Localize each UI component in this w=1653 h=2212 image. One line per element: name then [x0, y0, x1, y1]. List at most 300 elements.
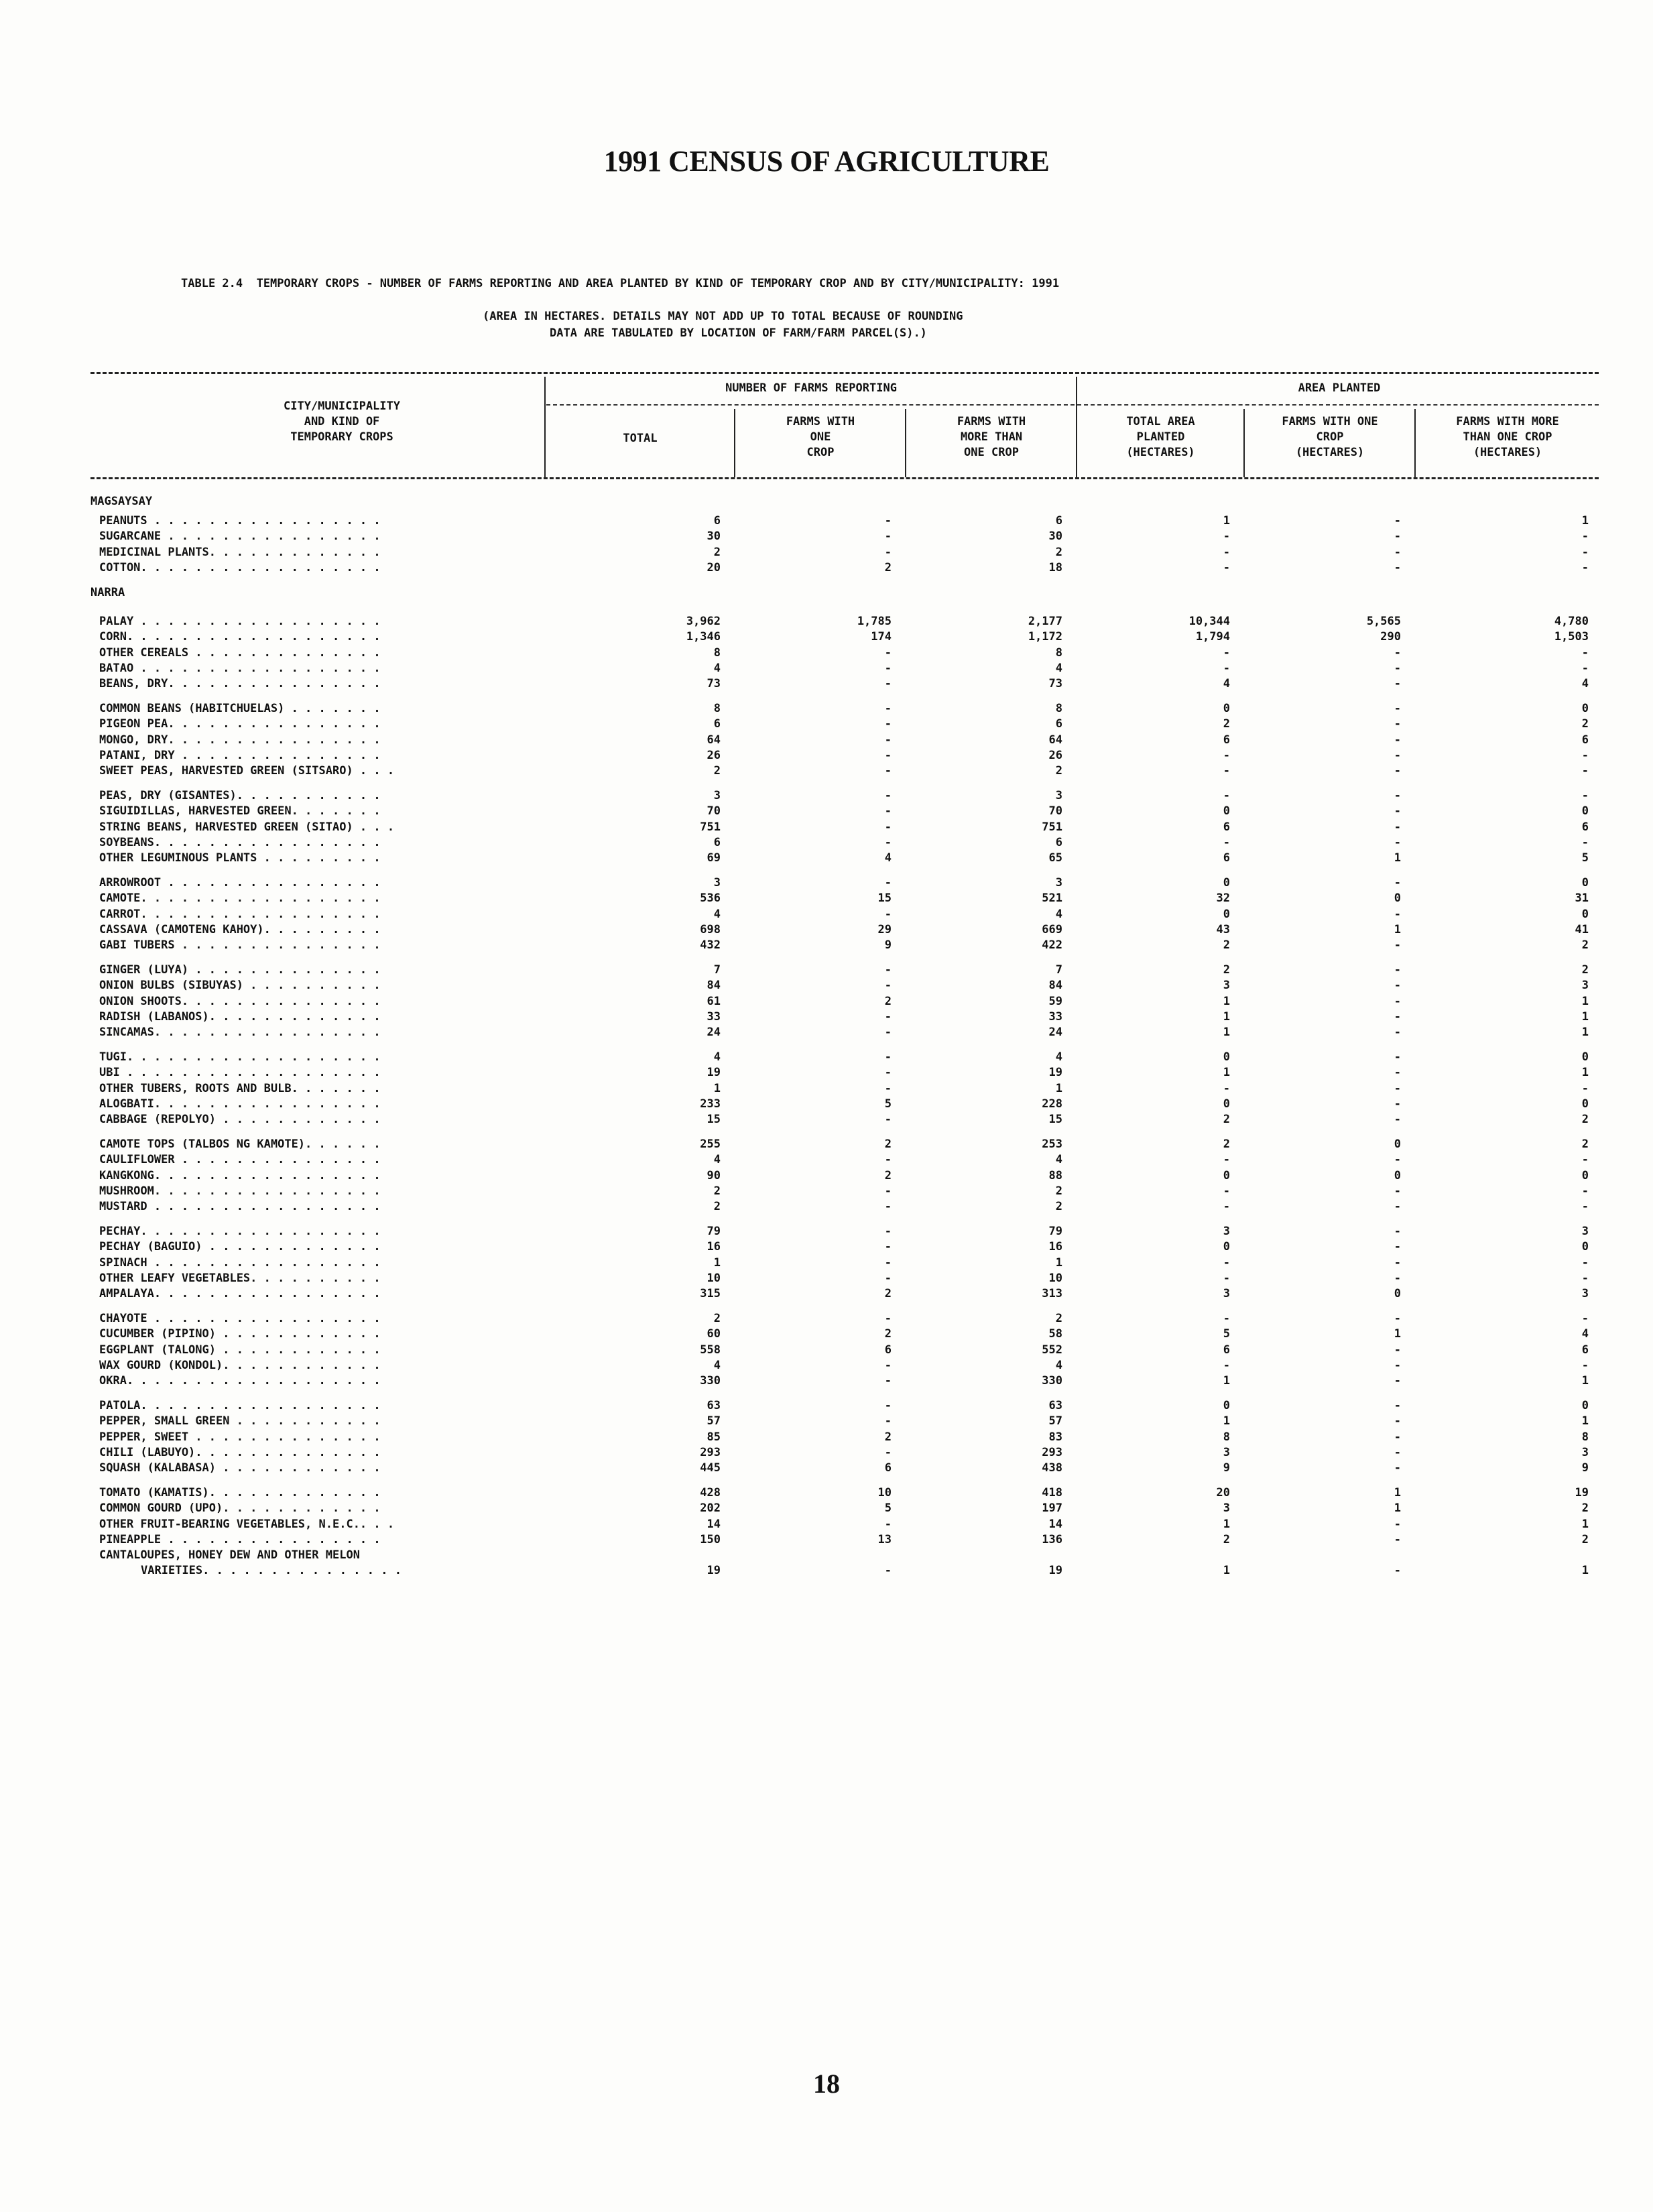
- cell-value: -: [1223, 561, 1230, 574]
- cell-value: 14: [1048, 1518, 1062, 1531]
- crop-name: MONGO, DRY. . . . . . . . . . . . . . . .: [99, 733, 381, 747]
- cell-value: 69: [707, 851, 721, 865]
- cell-value: -: [1394, 1374, 1401, 1388]
- cell-value: -: [1394, 530, 1401, 543]
- cell-value: 1,794: [1195, 630, 1230, 643]
- cell-value: -: [1394, 514, 1401, 528]
- cell-value: 428: [700, 1486, 721, 1499]
- crop-name: GINGER (LUYA) . . . . . . . . . . . . . .: [99, 963, 381, 977]
- cell-value: -: [1394, 1414, 1401, 1428]
- cell-value: 4: [713, 908, 721, 921]
- cell-value: 4: [1055, 908, 1062, 921]
- crop-name: PEANUTS . . . . . . . . . . . . . . . . .: [99, 514, 381, 528]
- table-row: [0, 677, 1653, 690]
- cell-value: 6: [1223, 851, 1230, 865]
- cell-value: 4: [1055, 1153, 1062, 1166]
- cell-value: -: [884, 646, 892, 660]
- cell-value: -: [1394, 1050, 1401, 1064]
- crop-name: CUCUMBER (PIPINO) . . . . . . . . . . . .: [99, 1327, 381, 1341]
- table-row: [0, 1446, 1653, 1459]
- crop-name: OTHER CEREALS . . . . . . . . . . . . . .: [99, 646, 381, 660]
- cell-value: 19: [1048, 1066, 1062, 1079]
- crop-name: EGGPLANT (TALONG) . . . . . . . . . . . .: [99, 1343, 381, 1357]
- cell-value: -: [884, 820, 892, 834]
- cell-value: -: [884, 1184, 892, 1198]
- table-row: [0, 1414, 1653, 1428]
- cell-value: 1: [1223, 1564, 1230, 1577]
- cell-value: 65: [1048, 851, 1062, 865]
- table-row: [0, 789, 1653, 802]
- cell-value: 751: [700, 820, 721, 834]
- table-row: [0, 1548, 1653, 1562]
- table-row: [0, 561, 1653, 574]
- cell-value: 1: [1394, 1501, 1401, 1515]
- cell-value: 2: [1055, 546, 1062, 559]
- cell-value: 3: [713, 789, 721, 802]
- table-row: [0, 1010, 1653, 1024]
- cell-value: 20: [1216, 1486, 1230, 1499]
- cell-value: 255: [700, 1138, 721, 1151]
- column-divider: [1414, 409, 1416, 477]
- crop-name: PEPPER, SWEET . . . . . . . . . . . . . .: [99, 1430, 381, 1444]
- cell-value: -: [1394, 733, 1401, 747]
- cell-value: -: [884, 1010, 892, 1024]
- cell-value: 0: [1223, 1240, 1230, 1253]
- cell-value: -: [1394, 662, 1401, 675]
- cell-value: 19: [1048, 1564, 1062, 1577]
- cell-value: -: [1581, 1256, 1589, 1270]
- cell-value: 1: [1223, 1066, 1230, 1079]
- cell-value: -: [1394, 1240, 1401, 1253]
- cell-value: 313: [1042, 1287, 1062, 1300]
- cell-value: 4: [1581, 677, 1589, 690]
- cell-value: -: [1581, 1153, 1589, 1166]
- cell-value: 1,503: [1554, 630, 1589, 643]
- cell-value: 0: [1223, 1169, 1230, 1182]
- cell-value: 6: [1223, 1343, 1230, 1357]
- cell-value: 5: [1581, 851, 1589, 865]
- table-row: [0, 514, 1653, 528]
- cell-value: 79: [707, 1225, 721, 1238]
- cell-value: 84: [1048, 979, 1062, 992]
- crop-name: COMMON BEANS (HABITCHUELAS) . . . . . . .: [99, 702, 381, 715]
- cell-value: -: [1394, 908, 1401, 921]
- cell-value: -: [1581, 1184, 1589, 1198]
- cell-value: -: [884, 1359, 892, 1372]
- municipality-name: MAGSAYSAY: [90, 495, 153, 508]
- cell-value: 0: [1581, 908, 1589, 921]
- cell-value: 422: [1042, 938, 1062, 952]
- crop-name: CANTALOUPES, HONEY DEW AND OTHER MELON: [99, 1548, 360, 1562]
- cell-value: 6: [1223, 820, 1230, 834]
- cell-value: -: [884, 1153, 892, 1166]
- crop-name: ALOGBATI. . . . . . . . . . . . . . . . .: [99, 1097, 381, 1111]
- cell-value: -: [884, 1399, 892, 1412]
- cell-value: 1: [1394, 923, 1401, 936]
- cell-value: -: [1223, 836, 1230, 849]
- cell-value: -: [1581, 749, 1589, 762]
- crop-name: SINCAMAS. . . . . . . . . . . . . . . . .: [99, 1026, 381, 1039]
- area-one-header: FARMS WITH ONE CROP (HECTARES): [1282, 415, 1378, 459]
- cell-value: 14: [707, 1518, 721, 1531]
- cell-value: 418: [1042, 1486, 1062, 1499]
- total-area-header: TOTAL AREA PLANTED (HECTARES): [1126, 415, 1195, 459]
- cell-value: -: [884, 1113, 892, 1126]
- cell-value: 26: [1048, 749, 1062, 762]
- cell-value: 31: [1575, 892, 1589, 905]
- table-row: [0, 749, 1653, 762]
- crop-name: OTHER LEAFY VEGETABLES. . . . . . . . . .: [99, 1272, 381, 1285]
- cell-value: 20: [707, 561, 721, 574]
- cell-value: -: [884, 702, 892, 715]
- cell-value: 4: [1055, 1359, 1062, 1372]
- crop-name: CORN. . . . . . . . . . . . . . . . . . .: [99, 630, 381, 643]
- crop-name: MEDICINAL PLANTS. . . . . . . . . . . . .: [99, 546, 381, 559]
- cell-value: 18: [1048, 561, 1062, 574]
- crop-name: PALAY . . . . . . . . . . . . . . . . . .: [99, 615, 381, 628]
- cell-value: 698: [700, 923, 721, 936]
- cell-value: 26: [707, 749, 721, 762]
- crop-name: ONION BULBS (SIBUYAS) . . . . . . . . . .: [99, 979, 381, 992]
- cell-value: 6: [713, 514, 721, 528]
- cell-value: 4: [713, 1050, 721, 1064]
- table-row: [0, 764, 1653, 778]
- cell-value: 2: [884, 1138, 892, 1151]
- cell-value: 2: [1055, 1200, 1062, 1213]
- cell-value: 1: [1581, 1518, 1589, 1531]
- cell-value: 2: [1055, 1312, 1062, 1325]
- table-row: [0, 1327, 1653, 1341]
- crop-name: OKRA. . . . . . . . . . . . . . . . . . .: [99, 1374, 381, 1388]
- cell-value: -: [884, 963, 892, 977]
- table-row: [0, 1200, 1653, 1213]
- table-row: [0, 1169, 1653, 1182]
- cell-value: 1: [1394, 1486, 1401, 1499]
- cell-value: -: [884, 717, 892, 731]
- cell-value: 0: [1581, 1240, 1589, 1253]
- cell-value: -: [1394, 876, 1401, 889]
- cell-value: 1: [1581, 514, 1589, 528]
- cell-value: -: [1581, 1272, 1589, 1285]
- cell-value: 0: [1223, 908, 1230, 921]
- cell-value: 0: [1581, 876, 1589, 889]
- crop-name: SIGUIDILLAS, HARVESTED GREEN. . . . . . .: [99, 804, 381, 818]
- cell-value: 2: [1223, 1113, 1230, 1126]
- cell-value: 24: [707, 1026, 721, 1039]
- cell-value: 24: [1048, 1026, 1062, 1039]
- cell-value: 6: [1223, 733, 1230, 747]
- cell-value: 61: [707, 995, 721, 1008]
- table-row: [0, 1240, 1653, 1253]
- crop-name: COMMON GOURD (UPO). . . . . . . . . . . .: [99, 1501, 381, 1515]
- cell-value: -: [1394, 1184, 1401, 1198]
- crop-name: TOMATO (KAMATIS). . . . . . . . . . . . .: [99, 1486, 381, 1499]
- table-row: [0, 1399, 1653, 1412]
- cell-value: -: [884, 749, 892, 762]
- cell-value: -: [884, 836, 892, 849]
- column-divider: [1076, 377, 1077, 477]
- cell-value: 2: [713, 1184, 721, 1198]
- cell-value: 445: [700, 1461, 721, 1475]
- cell-value: -: [1394, 995, 1401, 1008]
- cell-value: 438: [1042, 1461, 1062, 1475]
- table-row: [0, 615, 1653, 628]
- cell-value: 6: [1581, 733, 1589, 747]
- cell-value: 6: [1581, 820, 1589, 834]
- table-row: [0, 1501, 1653, 1515]
- cell-value: 1: [1223, 1518, 1230, 1531]
- cell-value: 1,346: [686, 630, 721, 643]
- cell-value: 84: [707, 979, 721, 992]
- cell-value: 19: [1575, 1486, 1589, 1499]
- cell-value: -: [1223, 546, 1230, 559]
- cell-value: 0: [1394, 1287, 1401, 1300]
- cell-value: 16: [1048, 1240, 1062, 1253]
- cell-value: -: [1581, 530, 1589, 543]
- cell-value: -: [1394, 1312, 1401, 1325]
- group-row: [0, 495, 1653, 508]
- cell-value: 3: [1581, 1225, 1589, 1238]
- table-row: [0, 1050, 1653, 1064]
- column-divider: [544, 377, 546, 477]
- crop-name: TUGI. . . . . . . . . . . . . . . . . . .: [99, 1050, 381, 1064]
- table-row: [0, 1153, 1653, 1166]
- cell-value: -: [884, 677, 892, 690]
- cell-value: 41: [1575, 923, 1589, 936]
- table-row: [0, 530, 1653, 543]
- cell-value: -: [884, 546, 892, 559]
- cell-value: -: [1394, 1010, 1401, 1024]
- cell-value: 16: [707, 1240, 721, 1253]
- cell-value: -: [884, 1446, 892, 1459]
- table-row: [0, 979, 1653, 992]
- cell-value: 1: [1581, 1414, 1589, 1428]
- cell-value: 33: [707, 1010, 721, 1024]
- cell-value: -: [1394, 749, 1401, 762]
- cell-value: 1: [1394, 851, 1401, 865]
- cell-value: 2: [1223, 963, 1230, 977]
- cell-value: -: [884, 733, 892, 747]
- cell-value: 4: [713, 1359, 721, 1372]
- cell-value: 5,565: [1366, 615, 1401, 628]
- cell-value: 2: [1223, 1138, 1230, 1151]
- cell-value: 4: [713, 1153, 721, 1166]
- cell-value: 1: [1223, 995, 1230, 1008]
- cell-value: 1,172: [1028, 630, 1062, 643]
- cell-value: 1,785: [857, 615, 892, 628]
- cell-value: 2: [884, 1430, 892, 1444]
- table-row: [0, 892, 1653, 905]
- cell-value: 19: [707, 1066, 721, 1079]
- cell-value: 30: [1048, 530, 1062, 543]
- crop-name: CASSAVA (CAMOTENG KAHOY). . . . . . . . .: [99, 923, 381, 936]
- crop-name: SPINACH . . . . . . . . . . . . . . . . .: [99, 1256, 381, 1270]
- cell-value: -: [884, 1225, 892, 1238]
- cell-value: -: [884, 1374, 892, 1388]
- table-row: [0, 717, 1653, 731]
- column-divider: [905, 409, 906, 477]
- cell-value: -: [884, 1256, 892, 1270]
- cell-value: -: [1394, 789, 1401, 802]
- cell-value: -: [884, 1026, 892, 1039]
- cell-value: 552: [1042, 1343, 1062, 1357]
- cell-value: 15: [1048, 1113, 1062, 1126]
- table-row: [0, 646, 1653, 660]
- cell-value: -: [1581, 1359, 1589, 1372]
- cell-value: 7: [713, 963, 721, 977]
- crop-name: SUGARCANE . . . . . . . . . . . . . . . .: [99, 530, 381, 543]
- table-row: [0, 1564, 1653, 1577]
- cell-value: 0: [1223, 1050, 1230, 1064]
- crop-name: CARROT. . . . . . . . . . . . . . . . . .: [99, 908, 381, 921]
- cell-value: 1: [1223, 1026, 1230, 1039]
- table-row: [0, 662, 1653, 675]
- crop-name: ONION SHOOTS. . . . . . . . . . . . . . .: [99, 995, 381, 1008]
- cell-value: 3: [1581, 979, 1589, 992]
- cell-value: 174: [871, 630, 892, 643]
- crop-name: MUSHROOM. . . . . . . . . . . . . . . . .: [99, 1184, 381, 1198]
- cell-value: -: [1223, 789, 1230, 802]
- table-row: [0, 1343, 1653, 1357]
- crop-name: CAULIFLOWER . . . . . . . . . . . . . . .: [99, 1153, 381, 1166]
- crop-name: RADISH (LABANOS). . . . . . . . . . . . .: [99, 1010, 381, 1024]
- cell-value: 13: [877, 1533, 892, 1546]
- cell-value: -: [1394, 1461, 1401, 1475]
- cell-value: -: [1394, 1518, 1401, 1531]
- cell-value: 197: [1042, 1501, 1062, 1515]
- cell-value: 2: [1581, 1138, 1589, 1151]
- crop-name: COTTON. . . . . . . . . . . . . . . . . .: [99, 561, 381, 574]
- crop-name: STRING BEANS, HARVESTED GREEN (SITAO) . . .: [99, 820, 395, 834]
- cell-value: -: [1581, 836, 1589, 849]
- cell-value: 83: [1048, 1430, 1062, 1444]
- cell-value: -: [1394, 1343, 1401, 1357]
- cell-value: 6: [884, 1461, 892, 1475]
- cell-value: -: [1394, 1564, 1401, 1577]
- cell-value: 1: [1581, 1010, 1589, 1024]
- cell-value: 233: [700, 1097, 721, 1111]
- cell-value: -: [1581, 646, 1589, 660]
- crop-name: OTHER TUBERS, ROOTS AND BULB. . . . . . .: [99, 1082, 381, 1095]
- cell-value: 2: [1581, 1533, 1589, 1546]
- cell-value: 3: [1223, 1225, 1230, 1238]
- crop-name: WAX GOURD (KONDOL). . . . . . . . . . . .: [99, 1359, 381, 1372]
- cell-value: -: [884, 1518, 892, 1531]
- area-more-header: FARMS WITH MORE THAN ONE CROP (HECTARES): [1456, 415, 1559, 459]
- cell-value: 73: [707, 677, 721, 690]
- crop-name: MUSTARD . . . . . . . . . . . . . . . . .: [99, 1200, 381, 1213]
- cell-value: 3: [1223, 1501, 1230, 1515]
- cell-value: -: [884, 1066, 892, 1079]
- cell-value: 432: [700, 938, 721, 952]
- crop-name: PEAS, DRY (GISANTES). . . . . . . . . . .: [99, 789, 381, 802]
- header-top-rule: [90, 372, 1599, 374]
- cell-value: 2: [713, 764, 721, 778]
- one-crop-header: FARMS WITH ONE CROP: [786, 415, 855, 459]
- crop-name: AMPALAYA. . . . . . . . . . . . . . . . .: [99, 1287, 381, 1300]
- crop-name: PECHAY. . . . . . . . . . . . . . . . . .: [99, 1225, 381, 1238]
- cell-value: -: [884, 1082, 892, 1095]
- cell-value: 33: [1048, 1010, 1062, 1024]
- cell-value: 0: [1394, 1138, 1401, 1151]
- cell-value: 2: [1581, 717, 1589, 731]
- cell-value: 293: [700, 1446, 721, 1459]
- cell-value: 57: [1048, 1414, 1062, 1428]
- cell-value: 4: [713, 662, 721, 675]
- cell-value: -: [1581, 546, 1589, 559]
- cell-value: 7: [1055, 963, 1062, 977]
- crop-name: CABBAGE (REPOLYO) . . . . . . . . . . . .: [99, 1113, 381, 1126]
- cell-value: 1: [1223, 1414, 1230, 1428]
- table-row: [0, 630, 1653, 643]
- table-row: [0, 1359, 1653, 1372]
- page-number: 18: [813, 2069, 840, 2099]
- cell-value: 6: [1055, 514, 1062, 528]
- cell-value: 2: [713, 1312, 721, 1325]
- cell-value: -: [1394, 646, 1401, 660]
- cell-value: 2: [713, 546, 721, 559]
- cell-value: 228: [1042, 1097, 1062, 1111]
- crop-name: SWEET PEAS, HARVESTED GREEN (SITSARO) . . .: [99, 764, 395, 778]
- cell-value: -: [1394, 836, 1401, 849]
- table-row: [0, 1430, 1653, 1444]
- crop-name: UBI . . . . . . . . . . . . . . . . . . .: [99, 1066, 381, 1079]
- cell-value: 1: [1581, 1564, 1589, 1577]
- cell-value: -: [1223, 662, 1230, 675]
- header-bottom-rule: [90, 477, 1599, 479]
- crop-name: OTHER LEGUMINOUS PLANTS . . . . . . . . .: [99, 851, 381, 865]
- cell-value: 43: [1216, 923, 1230, 936]
- cell-value: 1: [1223, 514, 1230, 528]
- cell-value: 136: [1042, 1533, 1062, 1546]
- cell-value: 2: [1223, 1533, 1230, 1546]
- cell-value: -: [1394, 1446, 1401, 1459]
- cell-value: -: [884, 1050, 892, 1064]
- crop-name: CAMOTE TOPS (TALBOS NG KAMOTE). . . . . .: [99, 1138, 381, 1151]
- cell-value: 4: [1581, 1327, 1589, 1341]
- table-row: [0, 836, 1653, 849]
- cell-value: 315: [700, 1287, 721, 1300]
- table-row: [0, 1082, 1653, 1095]
- cell-value: 521: [1042, 892, 1062, 905]
- cell-value: 4,780: [1554, 615, 1589, 628]
- cell-value: -: [1394, 1097, 1401, 1111]
- cell-value: 290: [1380, 630, 1401, 643]
- table-row: [0, 733, 1653, 747]
- cell-value: 2: [884, 1287, 892, 1300]
- cell-value: 2: [884, 1169, 892, 1182]
- cell-value: 6: [1055, 717, 1062, 731]
- crop-name: CAMOTE. . . . . . . . . . . . . . . . . .: [99, 892, 381, 905]
- table-note-2: DATA ARE TABULATED BY LOCATION OF FARM/FARM PARCEL(S).): [550, 326, 927, 340]
- cell-value: 253: [1042, 1138, 1062, 1151]
- table-row: [0, 1312, 1653, 1325]
- cell-value: 73: [1048, 677, 1062, 690]
- table-row: [0, 1533, 1653, 1546]
- table-row: [0, 804, 1653, 818]
- crop-name: ARROWROOT . . . . . . . . . . . . . . . .: [99, 876, 381, 889]
- table-row: [0, 546, 1653, 559]
- crop-name: SQUASH (KALABASA) . . . . . . . . . . . .: [99, 1461, 381, 1475]
- cell-value: 63: [1048, 1399, 1062, 1412]
- cell-value: -: [1394, 764, 1401, 778]
- cell-value: 8: [1581, 1430, 1589, 1444]
- table-row: [0, 1256, 1653, 1270]
- cell-value: -: [884, 1312, 892, 1325]
- cell-value: 0: [1581, 804, 1589, 818]
- table-row: [0, 1225, 1653, 1238]
- cell-value: 3: [1223, 1446, 1230, 1459]
